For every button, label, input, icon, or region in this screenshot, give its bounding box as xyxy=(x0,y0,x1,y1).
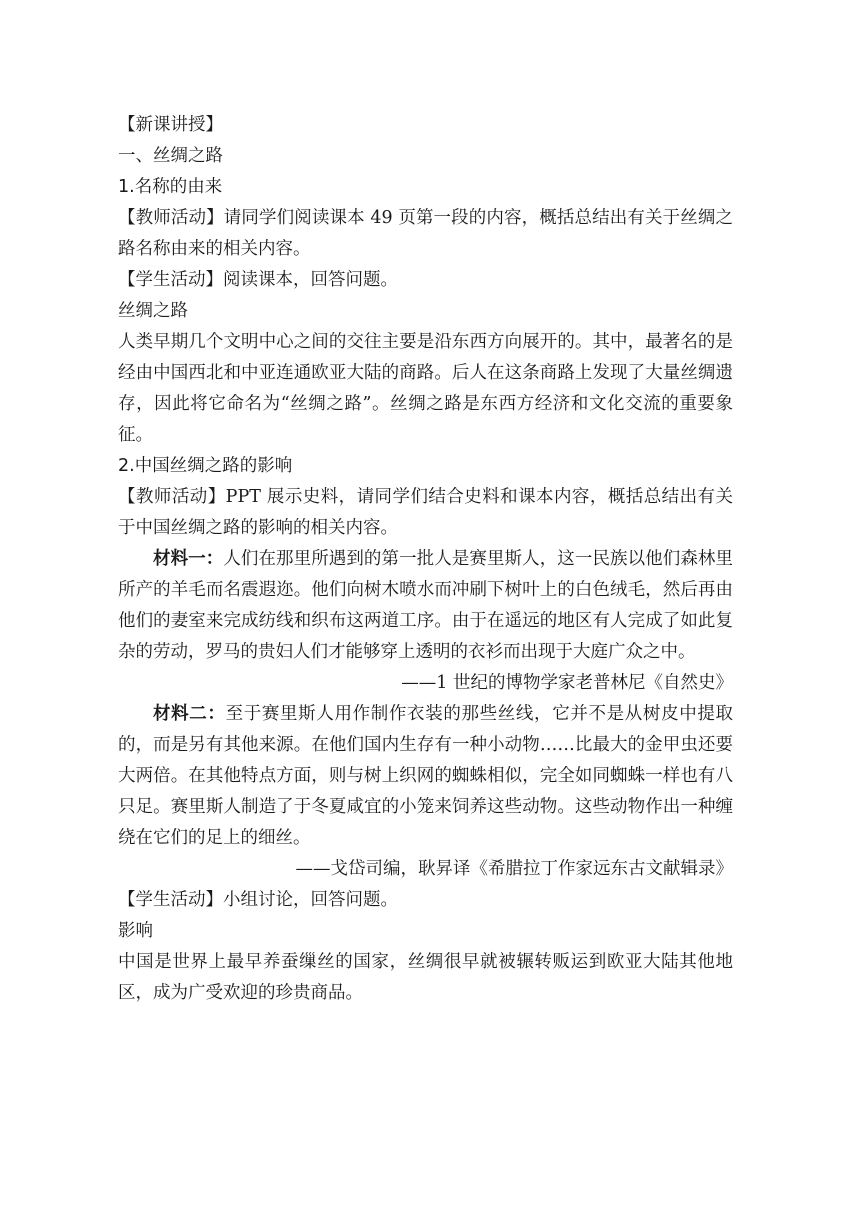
document-page xyxy=(118,110,733,1009)
definition-paragraph: 人类早期几个文明中心之间的交往主要是沿东西方向展开的。其中，最著名的是经由中国西北和中亚连通欧亚大陆的商路。后人在这条商路上发现了大量丝绸遗存，因此将它命名为“丝绸之路”。丝绸之路是东西方经济和文化交流的重要象征。 xyxy=(118,332,733,445)
student-activity-2: 【学生活动】小组讨论，回答问题。 xyxy=(118,890,398,910)
material-one xyxy=(118,544,733,668)
material-one-label: 材料一： xyxy=(153,549,224,569)
material-two-source: ——戈岱司编，耿昇译《希腊拉丁作家远东古文献辑录》 xyxy=(295,859,733,879)
teacher-activity-1: 【教师活动】请同学们阅读课本 49 页第一段的内容，概括总结出有关于丝绸之路名称由来的相关内容。 xyxy=(118,208,733,259)
subsection-title-2: 2.中国丝绸之路的影响 xyxy=(118,456,293,476)
teacher-activity-2: 【教师活动】PPT 展示史料，请同学们结合史料和课本内容，概括总结出有关于中国丝绸之路的影响的相关内容。 xyxy=(118,487,733,538)
student-activity-1: 【学生活动】阅读课本，回答问题。 xyxy=(118,270,398,290)
material-two-text: 至于赛里斯人用作制作衣装的那些丝线，它并不是从树皮中提取的，而是另有其他来源。在他们国内生存有一种小动物……比最大的金甲虫还要大两倍。在其他特点方面，则与树上织网的蜘蛛相似，完全如同蜘蛛一样也有八只足。赛里斯人制造了于冬夏咸宜的小笼来饲养这些动物。这些动物作出一种缠绕在它们的足上的细丝。 xyxy=(118,704,734,848)
impact-term: 影响 xyxy=(118,921,153,941)
material-two-label: 材料二： xyxy=(153,704,226,724)
new-lesson-heading: 【新课讲授】 xyxy=(118,115,223,135)
term-silk-road: 丝绸之路 xyxy=(118,301,188,321)
impact-paragraph: 中国是世界上最早养蚕缫丝的国家，丝绸很早就被辗转贩运到欧亚大陆其他地区，成为广受欢迎的珍贵商品。 xyxy=(118,952,733,1003)
material-one-text: 人们在那里所遇到的第一批人是赛里斯人，这一民族以他们森林里所产的羊毛而名震遐迩。他们向树木喷水而冲刷下树叶上的白色绒毛，然后再由他们的妻室来完成纺线和织布这两道工序。由于在遥远的地区有人完成了如此复杂的劳动，罗马的贵妇人们才能够穿上透明的衣衫而出现于大庭广众之中。 xyxy=(118,549,733,662)
subsection-title-1: 1.名称的由来 xyxy=(118,177,223,197)
material-one-source: ——1 世纪的博物学家老普林尼《自然史》 xyxy=(401,673,733,693)
material-two xyxy=(118,699,733,854)
section-title: 一、丝绸之路 xyxy=(118,146,223,166)
